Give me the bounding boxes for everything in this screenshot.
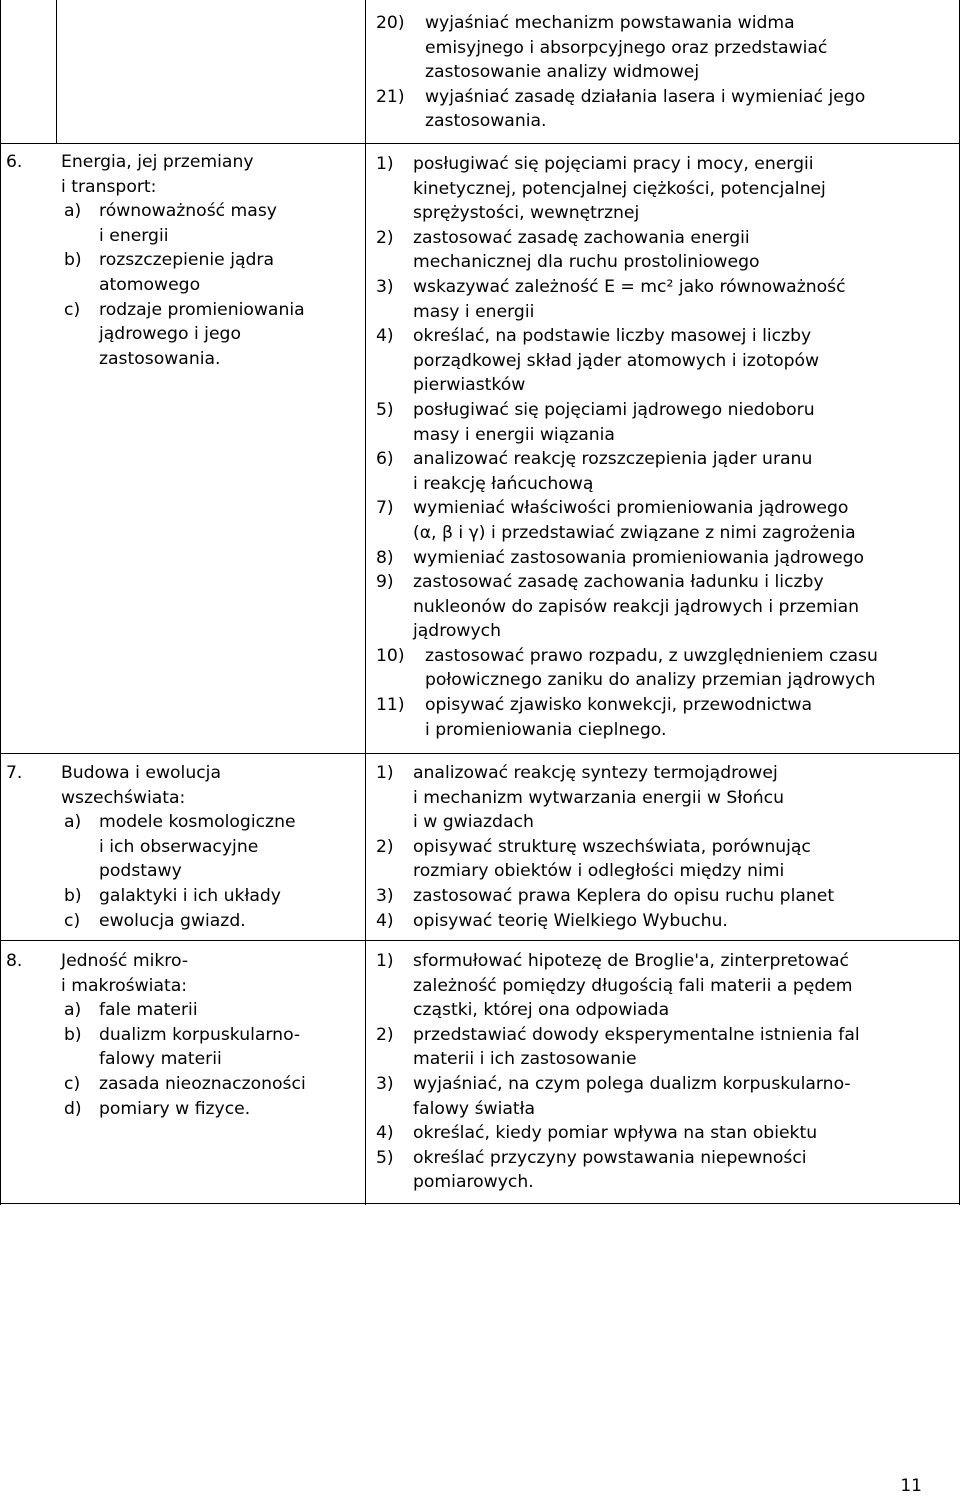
subtopic: b) rozszczepienie jądra atomowego [64, 250, 275, 295]
requirement-item: 11) opisywać zjawisko konwekcji, przewodnictwa i promieniowania cieplnego. [376, 695, 813, 740]
row-divider [0, 143, 960, 144]
requirement-item: 6) analizować reakcję rozszczepienia jąder uranu i reakcję łańcuchową [376, 449, 813, 494]
requirement-item: 5) określać przyczyny powstawania niepewności pomiarowych. [376, 1147, 807, 1193]
requirement-item: 1) analizować reakcję syntezy termojądrowej i mechanizm wytwarzania energii w Słońcu i w gwiazdach [376, 763, 784, 833]
topic-title: 8. Jedność mikro- i makroświata: [6, 951, 189, 996]
requirement-item: 7) wymieniać właściwości promieniowania jądrowego (α, β i γ) i przedstawiać związane z nimi zagrożenia [376, 498, 856, 543]
requirements-cell-8 [376, 949, 956, 1195]
topic-cell-7 [6, 761, 346, 933]
topic-title: 6. Energia, jej przemiany i transport: [6, 152, 254, 197]
topic-cell-8 [6, 949, 346, 1121]
subtopic: c) rodzaje promieniowania jądrowego i jego zastosowania. [64, 299, 305, 369]
requirement-item: 20) wyjaśniać mechanizm powstawania widma emisyjnego i absorpcyjnego oraz przedstawiać zastosowanie analizy widmowej [376, 13, 828, 83]
requirement-item: 5) posługiwać się pojęciami jądrowego niedoboru masy i energii wiązania [376, 399, 815, 445]
table-divider-middle [365, 0, 366, 1205]
row-divider [0, 940, 960, 941]
requirement-item: 2) opisywać strukturę wszechświata, porównując rozmiary obiektów i odległości między nimi [376, 836, 811, 882]
subtopic: a) modele kosmologiczne i ich obserwacyjne podstawy [64, 812, 296, 882]
requirement-item: 3) wskazywać zależność E = mc² jako równoważność masy i energii [376, 276, 846, 322]
requirement-item: 4) określać, na podstawie liczby masowej i liczby porządkowej skład jąder atomowych i izotopów pierwiastków [376, 326, 820, 396]
row-divider [0, 753, 960, 754]
requirement-item: 9) zastosować zasadę zachowania ładunku i liczby nukleonów do zapisów reakcji jądrowych i przemian jądrowych [376, 572, 860, 642]
table-divider-number [56, 0, 57, 143]
requirements-cell-continued [376, 11, 956, 134]
subtopic: a) równoważność masy i energii [64, 201, 277, 246]
requirement-item: 2) przedstawiać dowody eksperymentalne istnienia fal materii i ich zastosowanie [376, 1024, 860, 1070]
subtopic: b) dualizm korpuskularno- falowy materii [64, 1024, 301, 1070]
requirement-item: 21) wyjaśniać zasadę działania lasera i wymieniać jego zastosowania. [376, 86, 866, 132]
table-border-left [0, 0, 1, 1205]
subtopic: c) zasada nieoznaczoności [64, 1073, 306, 1094]
requirement-item: 8) wymieniać zastosowania promieniowania jądrowego [376, 547, 865, 568]
subtopic: d) pomiary w fizyce. [64, 1098, 251, 1119]
requirement-item: 3) wyjaśniać, na czym polega dualizm korpuskularno- falowy światła [376, 1073, 851, 1119]
requirement-item: 10) zastosować prawo rozpadu, z uwzględnieniem czasu połowicznego zaniku do analizy przemian jądrowych [376, 645, 878, 691]
page-number: 11 [900, 1476, 922, 1496]
table-border-bottom [0, 1203, 960, 1204]
requirements-cell-6 [376, 152, 956, 742]
topic-cell-6 [6, 150, 346, 371]
requirement-item: 3) zastosować prawa Keplera do opisu ruchu planet [376, 885, 835, 906]
requirements-cell-7 [376, 761, 956, 933]
requirement-item: 1) sformułować hipotezę de Broglie'a, zinterpretować zależność pomiędzy długością fali materii a pędem cząstki, której ona odpowiada [376, 951, 853, 1021]
subtopic: a) fale materii [64, 1000, 198, 1021]
subtopic: c) ewolucja gwiazd. [64, 910, 246, 931]
requirement-item: 1) posługiwać się pojęciami pracy i mocy, energii kinetycznej, potencjalnej ciężkości, potencjalnej sprężystości, wewnętrznej [376, 154, 826, 224]
requirement-item: 4) określać, kiedy pomiar wpływa na stan obiektu [376, 1123, 818, 1144]
requirement-item: 4) opisywać teorię Wielkiego Wybuchu. [376, 910, 728, 931]
topic-title: 7. Budowa i ewolucja wszechświata: [6, 763, 221, 808]
subtopic: b) galaktyki i ich układy [64, 885, 281, 906]
requirement-item: 2) zastosować zasadę zachowania energii mechanicznej dla ruchu prostoliniowego [376, 227, 760, 273]
